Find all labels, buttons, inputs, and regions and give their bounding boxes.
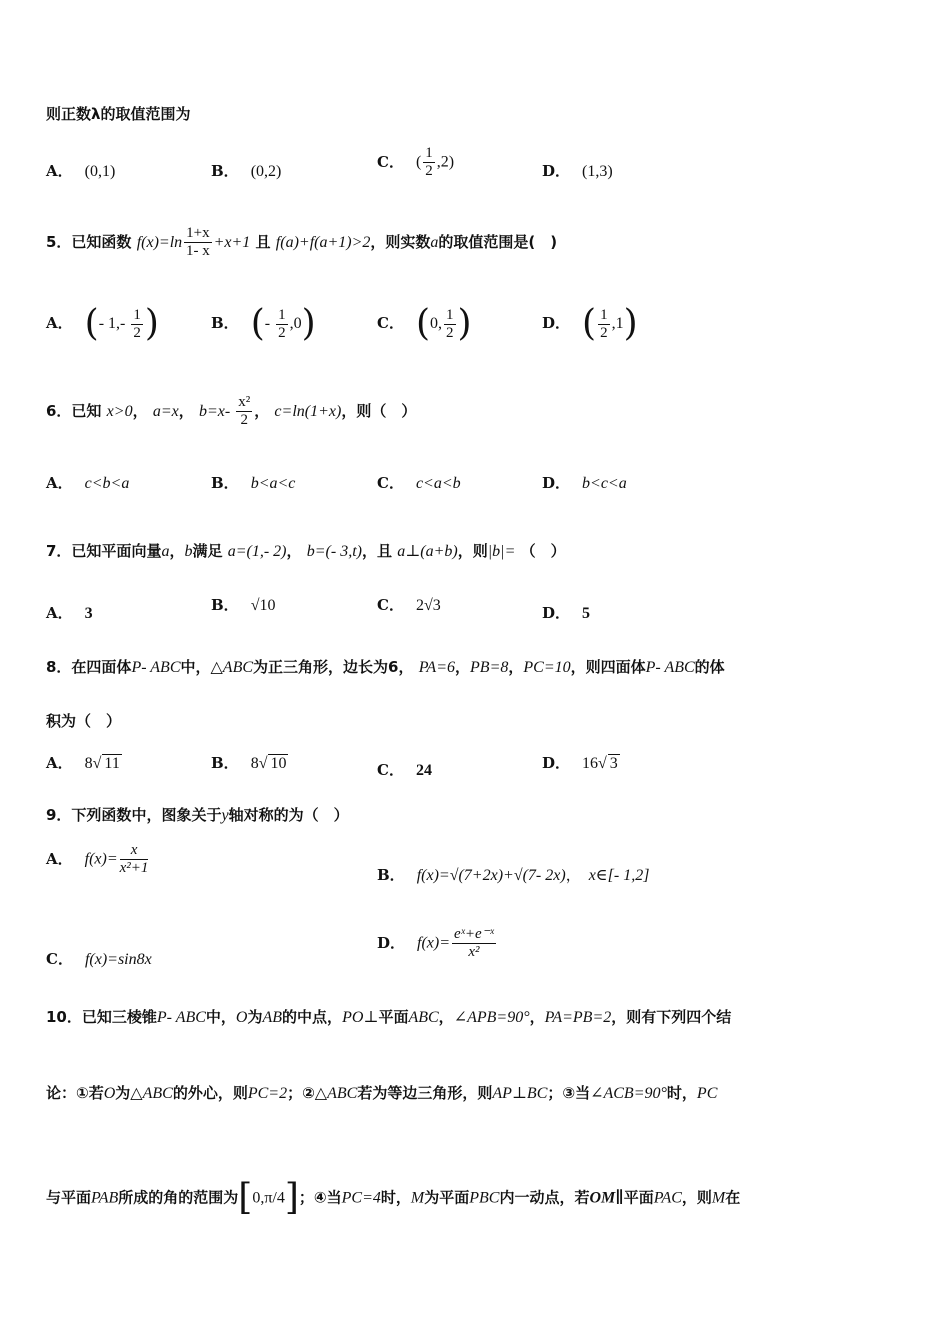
lead-text: 则正数λ的取值范围为 [46,105,191,123]
q4-option-d: D． (1,3) [542,162,613,180]
question-lead [46,103,191,124]
q7-option-c: C． 2√3 [377,596,441,614]
question-10-line-3: 与平面PAB所成的角的范围为[0,π/4]；④当PC=4时，M为平面PBC内一动点，若OM∥平面PAC，则M在 [46,1177,741,1218]
q8-option-c: C． 24 [377,761,432,779]
q5-option-b: B． (- $\frac{1}{2}$ ,0) [211,303,316,344]
q9-option-c: C． f(x)=sin8x [46,950,152,968]
question-8-line-2: 积为（ ） [46,712,122,730]
question-8-line-1: 8．在四面体P- ABC中，△ABC为正三角形，边长为6， PA=6，PB=8，PC=10，则四面体P- ABC的体 [46,658,725,676]
q5-option-a: A． (- 1,- $\frac{1}{2}$ ) [46,303,159,344]
q6-option-a: A． c<b<a [46,474,130,492]
q7-option-d: D． 5 [542,604,591,622]
q7-option-a: A． 3 [46,604,93,622]
q5-option-d: D． ( $\frac{1}{2}$ ,1) [542,303,638,344]
q6-option-d: D． b<c<a [542,474,627,492]
q4-option-b: B． (0,2) [211,162,282,180]
question-6: 6．已知 x>0， a=x， b=x- $\frac{\text{x²}}{2}$ ， c=ln(1+x)，则（ ） [46,394,417,428]
question-5: 5．已知函数 f(x)=ln $\frac{1+x}{1- x}$ +x+1 且 f(a)+f(a+1)>2，则实数a的取值范围是( ) [46,225,558,259]
q9-option-b: B． f(x)=√(7+2x)+√(7- 2x)， x∈[- 1,2] [377,866,650,884]
q8-option-d: D． 16√ 3 [542,754,618,772]
q9-option-a: A． f(x)= $\frac{x}{\text{x²+1}}$ [46,842,149,876]
q8-option-b: B． 8√ 10 [211,754,287,772]
question-10-line-2: 论：①若O为△ABC的外心，则PC=2；②△ABC若为等边三角形，则AP⊥BC；③当∠ACB=90°时，PC [46,1084,718,1102]
q4-option-c: C． ( $\frac{1}{2}$ ,2) [377,145,455,179]
q6-option-c: C． c<a<b [377,474,461,492]
q5-option-c: C． (0, $\frac{1}{2}$ ) [377,303,472,344]
q7-option-b: B． √10 [211,596,276,614]
q8-option-a: A． 8√ 11 [46,754,120,772]
q6-option-b: B． b<a<c [211,474,296,492]
q4-option-a: A． (0,1) [46,162,116,180]
q9-option-d: D． f(x)= $\frac{\text{eˣ+e⁻ˣ}}{\text{x²}}$ [377,926,494,960]
question-10-line-1: 10．已知三棱锥P- ABC中，O为AB的中点，PO⊥平面ABC，∠APB=90°，PA=PB=2，则有下列四个结 [46,1008,732,1026]
question-9: 9．下列函数中，图象关于y轴对称的为（ ） [46,806,349,824]
question-7: 7．已知平面向量a，b满足 a=(1,- 2)， b=(- 3,t)，且 a⊥(a+b)，则|b|= （ ） [46,542,566,560]
